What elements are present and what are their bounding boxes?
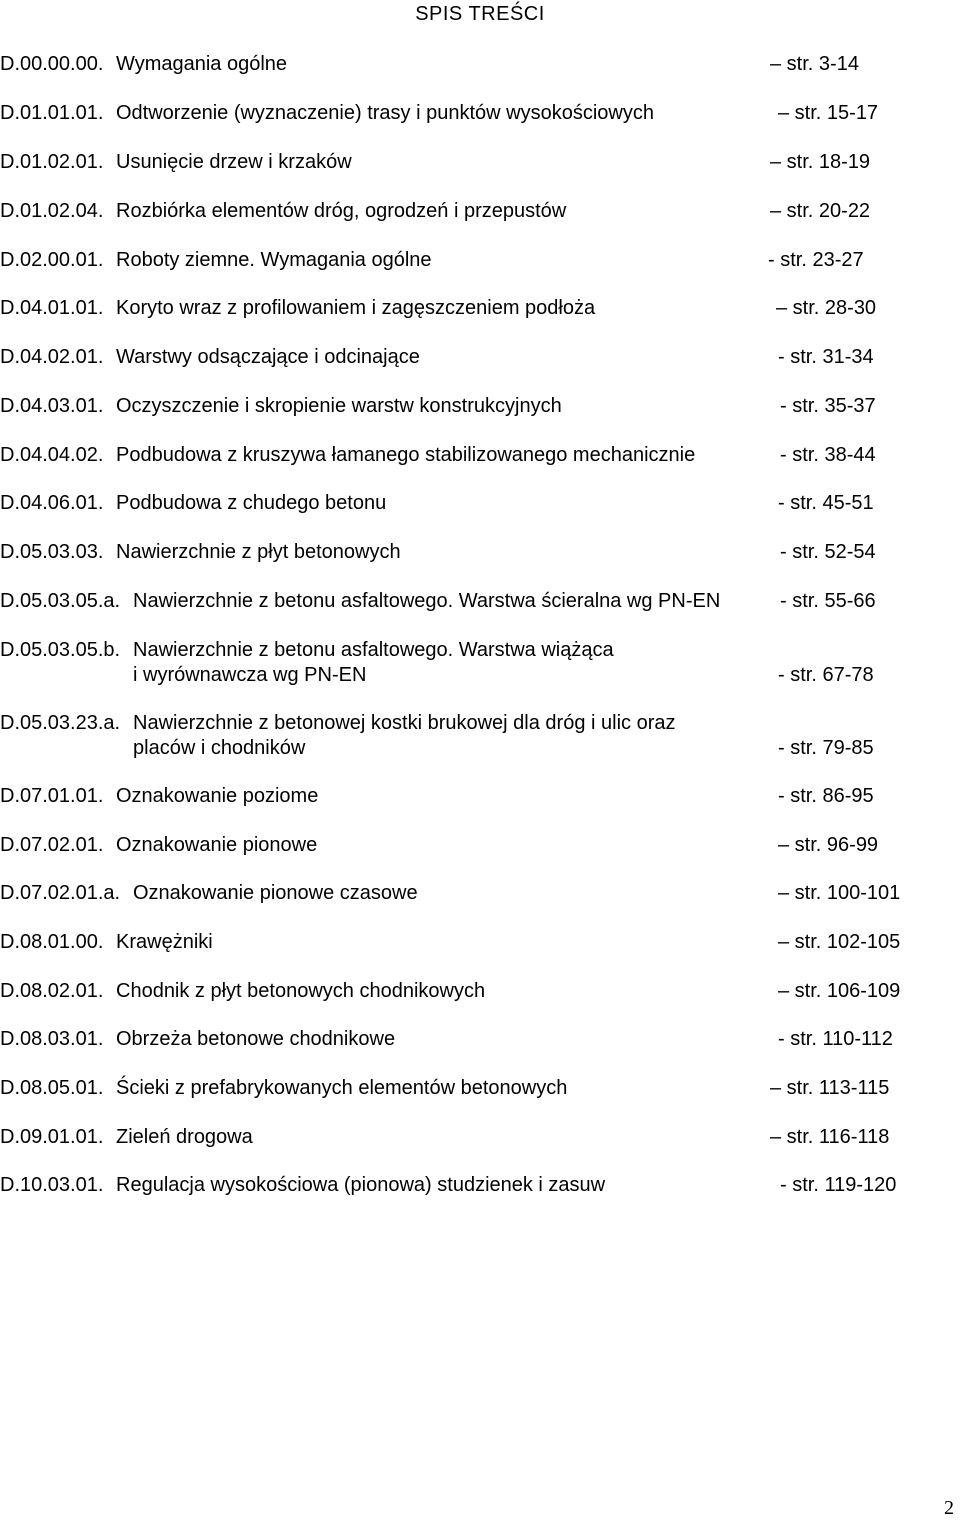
toc-entry-pages: – str. 28-30 xyxy=(776,297,877,319)
toc-entry-pages: – str. 116-118 xyxy=(770,1126,890,1148)
toc-entry-title: Obrzeża betonowe chodnikowe xyxy=(116,1028,396,1050)
toc-entry-title-continued: placów i chodników xyxy=(133,736,306,759)
toc-entry-code: D.05.03.05.a. xyxy=(0,590,121,612)
toc-entry xyxy=(0,979,960,1004)
toc-entry-title: Nawierzchnie z betonowej kostki brukowej dla dróg i ulic oraz xyxy=(133,712,676,734)
toc-entry-line xyxy=(0,881,960,906)
toc-entry-pages: - str. 35-37 xyxy=(780,395,876,417)
toc-entry-title: Nawierzchnie z betonu asfaltowego. Warstwa ścieralna wg PN-EN xyxy=(133,590,721,612)
toc-entry xyxy=(0,394,960,419)
toc-entry-code: D.08.02.01. xyxy=(0,980,104,1002)
toc-entry-pages: - str. 55-66 xyxy=(780,590,876,612)
toc-entry-title: Warstwy odsączające i odcinające xyxy=(116,346,420,368)
toc-entry-pages: - str. 67-78 xyxy=(778,663,874,686)
toc-entry-title: Nawierzchnie z płyt betonowych xyxy=(116,541,401,563)
toc-entry-code: D.04.04.02. xyxy=(0,444,104,466)
toc-entry-pages: - str. 110-112 xyxy=(778,1028,893,1050)
toc-entry-line xyxy=(0,833,960,858)
toc-entry-line xyxy=(0,979,960,1004)
toc-entry-title: Odtworzenie (wyznaczenie) trasy i punktów wysokościowych xyxy=(116,102,654,124)
toc-entry xyxy=(0,784,960,809)
toc-entry-pages: – str. 106-109 xyxy=(778,980,901,1002)
toc-entry xyxy=(0,1027,960,1052)
toc-entry xyxy=(0,930,960,955)
toc-entry xyxy=(0,52,960,77)
toc-entry xyxy=(0,1125,960,1150)
toc-entry-code: D.07.01.01. xyxy=(0,785,104,807)
toc-entry-code: D.01.02.01. xyxy=(0,151,104,173)
toc-entry xyxy=(0,1076,960,1101)
toc-entry-title: Nawierzchnie z betonu asfaltowego. Warstwa wiążąca xyxy=(133,639,614,661)
toc-entry-title: Krawężniki xyxy=(116,931,213,953)
toc-entry-line xyxy=(0,1125,960,1150)
toc-entry-code: D.01.02.04. xyxy=(0,200,104,222)
toc-entry-code: D.02.00.01. xyxy=(0,249,104,271)
toc-entry-pages: – str. 18-19 xyxy=(770,151,871,173)
toc-entry xyxy=(0,589,960,614)
toc-entry-code: D.09.01.01. xyxy=(0,1126,104,1148)
toc-entry xyxy=(0,150,960,175)
toc-entry-line xyxy=(0,101,960,126)
toc-entry-code: D.05.03.05.b. xyxy=(0,639,121,661)
toc-entry-pages: - str. 86-95 xyxy=(778,785,874,807)
toc-entry-line xyxy=(0,345,960,370)
toc-entry-pages: - str. 23-27 xyxy=(768,249,864,271)
toc-entry-code: D.05.03.23.a. xyxy=(0,712,121,734)
toc-entry-pages: - str. 31-34 xyxy=(778,346,874,368)
toc-entry-pages: – str. 20-22 xyxy=(770,200,871,222)
toc-entry-pages: - str. 38-44 xyxy=(780,444,876,466)
toc-entry-title: Podbudowa z kruszywa łamanego stabilizowanego mechanicznie xyxy=(116,444,696,466)
toc-entry-title: Regulacja wysokościowa (pionowa) studzienek i zasuw xyxy=(116,1174,606,1196)
toc-entry-title: Roboty ziemne. Wymagania ogólne xyxy=(116,249,432,271)
toc-entry-line xyxy=(0,443,960,468)
toc-entry-line xyxy=(0,1173,960,1198)
toc-entry-pages: – str. 96-99 xyxy=(778,834,879,856)
toc-entry-title: Wymagania ogólne xyxy=(116,53,288,75)
toc-entry-line xyxy=(0,540,960,565)
toc-entry-title: Koryto wraz z profilowaniem i zagęszczeniem podłoża xyxy=(116,297,596,319)
toc-entry-pages: – str. 102-105 xyxy=(778,931,901,953)
toc-entry-pages: – str. 113-115 xyxy=(770,1077,890,1099)
toc-entry xyxy=(0,711,960,760)
toc-entry-title: Zieleń drogowa xyxy=(116,1126,253,1148)
toc-entry xyxy=(0,443,960,468)
toc-entry-line xyxy=(0,394,960,419)
toc-entry-title-continued: i wyrównawcza wg PN-EN xyxy=(133,663,367,686)
toc-entry-title: Rozbiórka elementów dróg, ogrodzeń i przepustów xyxy=(116,200,567,222)
toc-entry-code: D.08.03.01. xyxy=(0,1028,104,1050)
toc-entry xyxy=(0,248,960,273)
toc-entry-line xyxy=(0,199,960,224)
toc-entry xyxy=(0,345,960,370)
toc-entry xyxy=(0,1173,960,1198)
toc-entry-pages: – str. 100-101 xyxy=(778,882,901,904)
toc-entry-pages: - str. 52-54 xyxy=(780,541,876,563)
toc-entry-title: Chodnik z płyt betonowych chodnikowych xyxy=(116,980,486,1002)
toc-title: SPIS TREŚCI xyxy=(415,3,545,25)
toc-entry-code: D.01.01.01. xyxy=(0,102,104,124)
toc-entry-title: Ścieki z prefabrykowanych elementów betonowych xyxy=(116,1077,568,1099)
toc-entry-code: D.00.00.00. xyxy=(0,53,104,75)
toc-entry-line xyxy=(0,1076,960,1101)
toc-entry-pages: - str. 119-120 xyxy=(780,1174,897,1196)
toc-entry-line xyxy=(0,589,960,614)
toc-entry-line xyxy=(0,663,960,688)
toc-entry-code: D.08.01.00. xyxy=(0,931,104,953)
toc-entry-line xyxy=(0,1027,960,1052)
toc-entry-title: Usunięcie drzew i krzaków xyxy=(116,151,352,173)
toc-entry-code: D.04.02.01. xyxy=(0,346,104,368)
toc-entry xyxy=(0,491,960,516)
toc-entry-line xyxy=(0,296,960,321)
toc-entry xyxy=(0,881,960,906)
toc-entry xyxy=(0,199,960,224)
toc-entry-title: Oznakowanie poziome xyxy=(116,785,319,807)
toc-entry-line xyxy=(0,784,960,809)
toc-entry-code: D.07.02.01.a. xyxy=(0,882,121,904)
toc-entry-code: D.04.06.01. xyxy=(0,492,104,514)
toc-entry-line xyxy=(0,150,960,175)
toc-entry-code: D.08.05.01. xyxy=(0,1077,104,1099)
toc-entry-pages: – str. 3-14 xyxy=(770,53,859,75)
toc-entry-pages: - str. 79-85 xyxy=(778,736,874,759)
toc-entry-line xyxy=(0,248,960,273)
toc-entry-pages: - str. 45-51 xyxy=(778,492,874,514)
toc-entry-line xyxy=(0,638,960,663)
toc-entry-title: Podbudowa z chudego betonu xyxy=(116,492,387,514)
toc-entry-title: Oznakowanie pionowe xyxy=(116,834,318,856)
toc-entry-pages: – str. 15-17 xyxy=(778,102,879,124)
toc-entry-line xyxy=(0,52,960,77)
toc-entry xyxy=(0,101,960,126)
page-number: 2 xyxy=(944,1497,954,1519)
toc-entry-code: D.04.01.01. xyxy=(0,297,104,319)
toc-entry xyxy=(0,296,960,321)
toc-entry xyxy=(0,540,960,565)
toc-entry-code: D.05.03.03. xyxy=(0,541,104,563)
toc-entry xyxy=(0,833,960,858)
toc-entry-code: D.07.02.01. xyxy=(0,834,104,856)
toc-entry-line xyxy=(0,491,960,516)
toc-entry-line xyxy=(0,736,960,761)
toc-entry-line xyxy=(0,711,960,736)
toc-entry xyxy=(0,638,960,687)
toc-entry-code: D.10.03.01. xyxy=(0,1174,104,1196)
toc-entry-code: D.04.03.01. xyxy=(0,395,104,417)
toc-entry-title: Oznakowanie pionowe czasowe xyxy=(133,882,418,904)
toc-entry-title: Oczyszczenie i skropienie warstw konstrukcyjnych xyxy=(116,395,562,417)
toc-entry-line xyxy=(0,930,960,955)
